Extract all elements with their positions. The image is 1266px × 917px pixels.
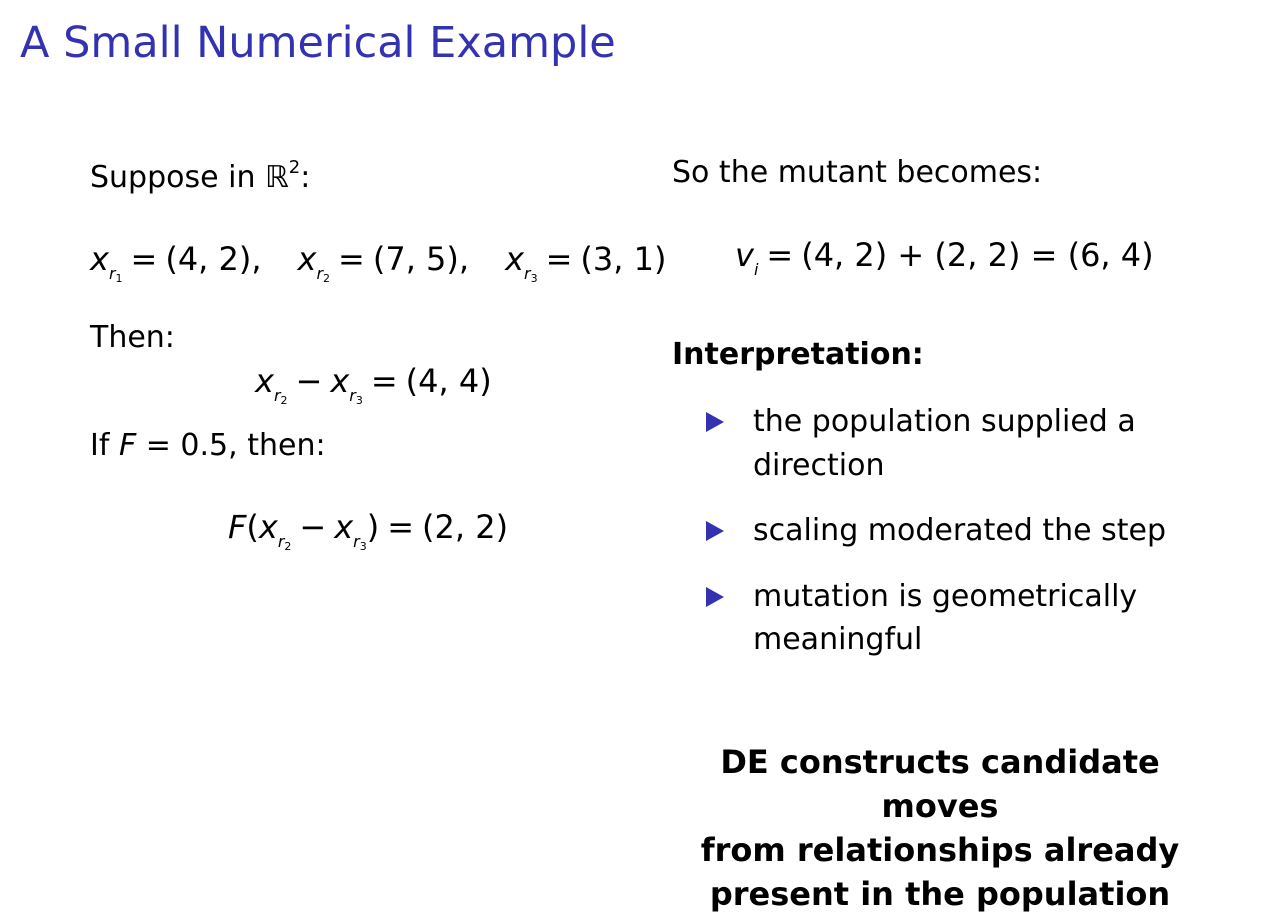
triangle-bullet-icon	[706, 587, 724, 607]
suppose-text: Suppose in	[90, 160, 266, 195]
scaled-difference-equation: $F(x_{r2}- x_{r3}) = (2$, 2)	[228, 508, 509, 553]
set-exponent: 2	[288, 157, 301, 178]
conclusion-line: present in the population	[709, 875, 1171, 914]
scaled-value: (2, 2)	[422, 508, 509, 546]
list-item: the population supplied a direction	[706, 400, 1226, 487]
slide-title: A Small Numerical Example	[20, 18, 616, 68]
if-line: If F = 0.5, then:	[90, 428, 326, 463]
suppose-colon: :	[300, 160, 311, 195]
mutant-equation: $v_i = (4$, 2) + (2, 2) = (6, 4)	[735, 236, 1154, 279]
interpretation-list	[706, 400, 1226, 684]
def-xr1: $x_{r1}= (4$, 2),	[90, 240, 262, 285]
interpretation-heading: Interpretation:	[672, 337, 924, 372]
list-item: mutation is geometrically meaningful	[706, 575, 1226, 662]
conclusion-line: DE constructs candidate moves	[720, 743, 1160, 826]
suppose-line	[90, 157, 311, 196]
difference-value: (4, 4)	[405, 362, 492, 400]
triangle-bullet-icon	[706, 412, 724, 432]
then-label: Then:	[90, 320, 175, 355]
def-xr3: $x_{r3}= (3$, 1)	[505, 240, 667, 285]
conclusion-line: from relationships already	[700, 831, 1180, 870]
difference-equation: $x_{r2}- x_{r3}= (4$, 4)	[255, 362, 492, 407]
def-xr2: $x_{r2}= (7$, 5),	[297, 240, 470, 285]
list-item: scaling moderated the step	[706, 509, 1226, 553]
real-set-symbol: ℝ	[265, 160, 289, 195]
vector-definitions	[90, 240, 667, 285]
conclusion-statement	[660, 740, 1220, 917]
triangle-bullet-icon	[706, 521, 724, 541]
mutant-label: So the mutant becomes:	[672, 155, 1043, 190]
